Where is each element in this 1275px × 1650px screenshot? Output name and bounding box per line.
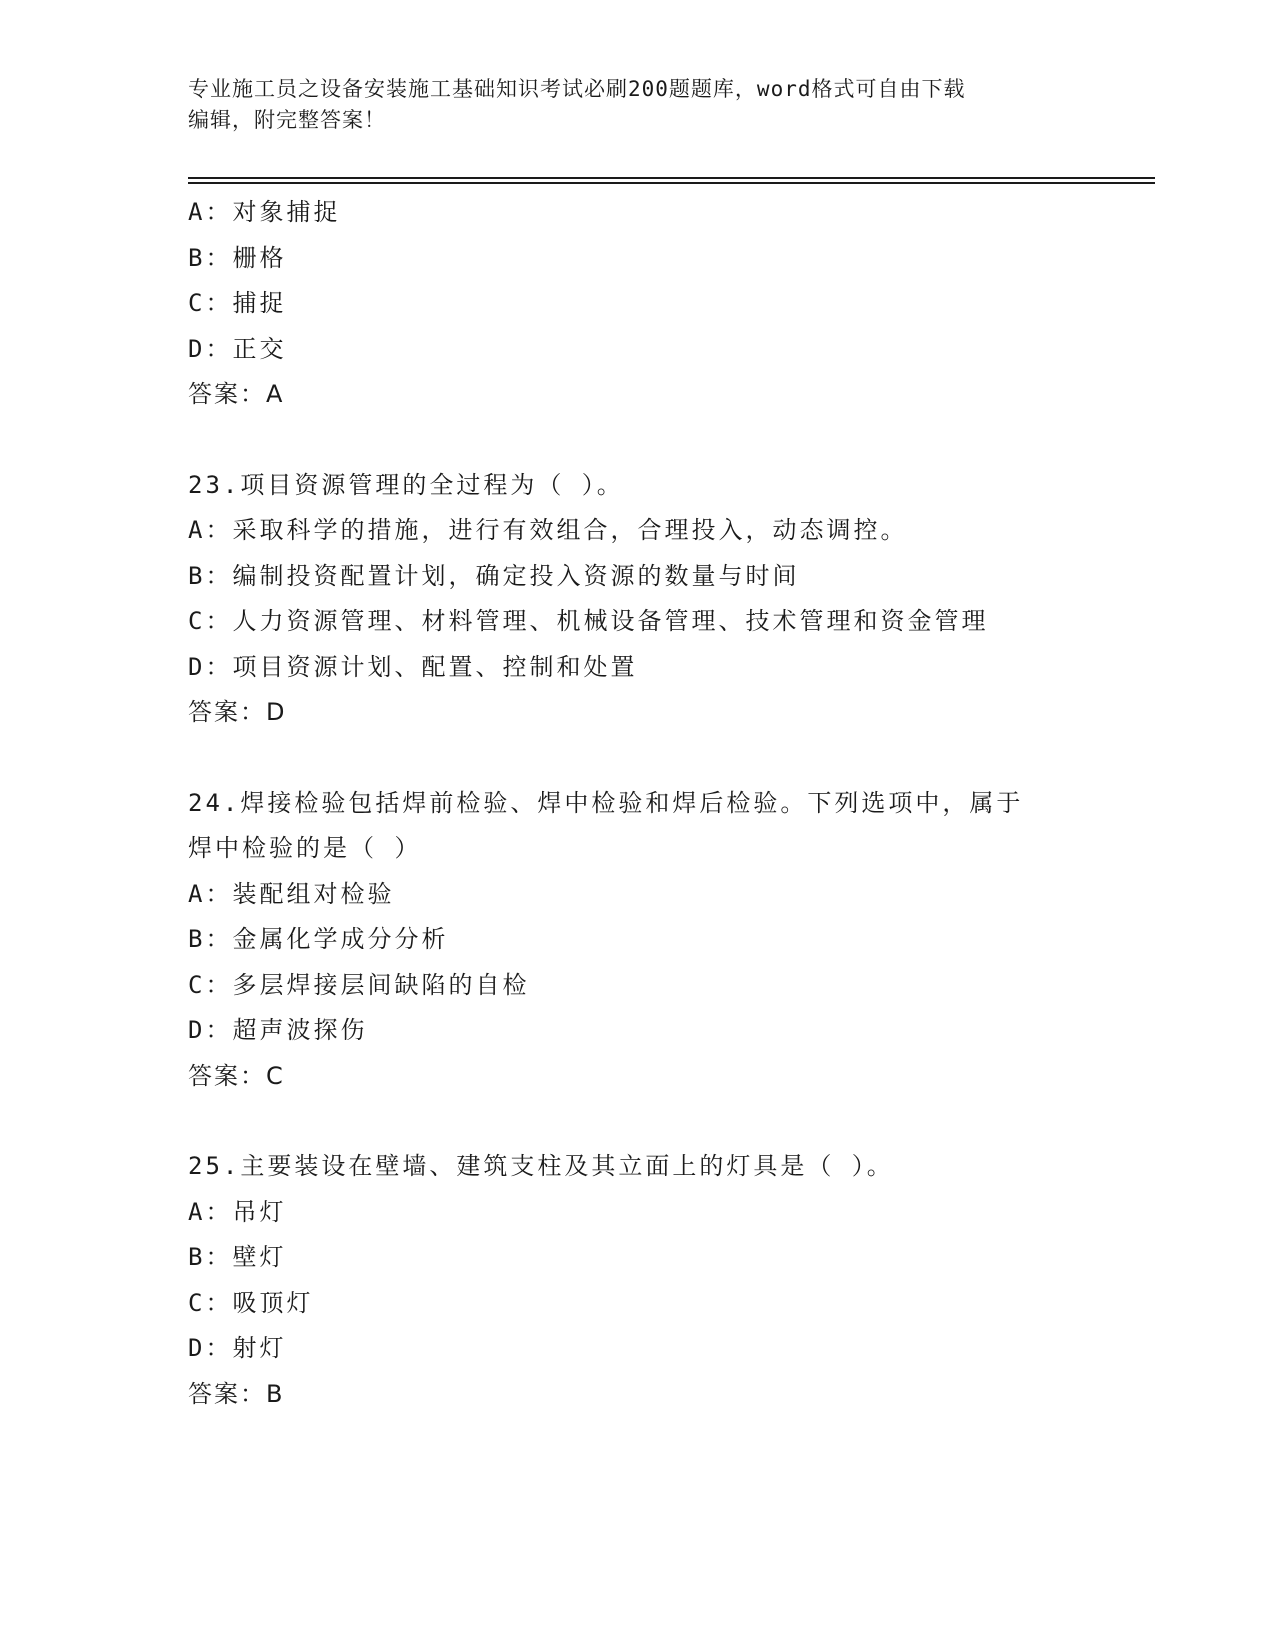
option-c: C：人力资源管理、材料管理、机械设备管理、技术管理和资金管理 [188, 607, 989, 635]
option-a: A：装配组对检验 [188, 879, 395, 908]
option-b: B：金属化学成分分析 [188, 925, 449, 953]
question-title: 25.主要装设在壁墙、建筑支柱及其立面上的灯具是（ ）。 [188, 1152, 894, 1180]
header-divider-bottom [188, 182, 1155, 184]
option-b: B：壁灯 [188, 1243, 287, 1271]
header-line-1: 专业施工员之设备安装施工基础知识考试必刷200题题库，word格式可自由下载 [188, 77, 966, 101]
answer-line: 答案：C [188, 1061, 285, 1090]
option-a: A：采取科学的措施，进行有效组合，合理投入，动态调控。 [188, 516, 908, 544]
question-title-line-1: 24.焊接检验包括焊前检验、焊中检验和焊后检验。下列选项中，属于 [188, 788, 1024, 817]
option-d: D：超声波探伤 [188, 1016, 368, 1044]
option-a: A：对象捕捉 [188, 198, 341, 226]
question-title: 23.项目资源管理的全过程为（ ）。 [188, 470, 624, 499]
option-a: A：吊灯 [188, 1197, 287, 1226]
answer-line: 答案：B [188, 1379, 285, 1408]
option-d: D：正交 [188, 334, 287, 363]
question-block-22 [188, 190, 1088, 418]
option-c: C：多层焊接层间缺陷的自检 [188, 970, 530, 999]
answer-line: 答案：A [188, 380, 285, 408]
question-title-line-2: 焊中检验的是（ ） [188, 834, 422, 862]
header-line-2: 编辑，附完整答案！ [188, 108, 386, 132]
document-header [188, 74, 1088, 136]
option-d: D：射灯 [188, 1334, 287, 1362]
option-b: B：栅格 [188, 243, 287, 272]
question-block-23 [188, 463, 1088, 736]
option-b: B：编制投资配置计划，确定投入资源的数量与时间 [188, 561, 800, 590]
question-list [188, 190, 1088, 1417]
question-block-24 [188, 781, 1088, 1100]
question-block-25 [188, 1144, 1088, 1417]
option-c: C：捕捉 [188, 289, 287, 317]
header-divider-top [188, 177, 1155, 179]
answer-line: 答案：D [188, 698, 287, 726]
option-d: D：项目资源计划、配置、控制和处置 [188, 652, 638, 681]
option-c: C：吸顶灯 [188, 1288, 314, 1317]
